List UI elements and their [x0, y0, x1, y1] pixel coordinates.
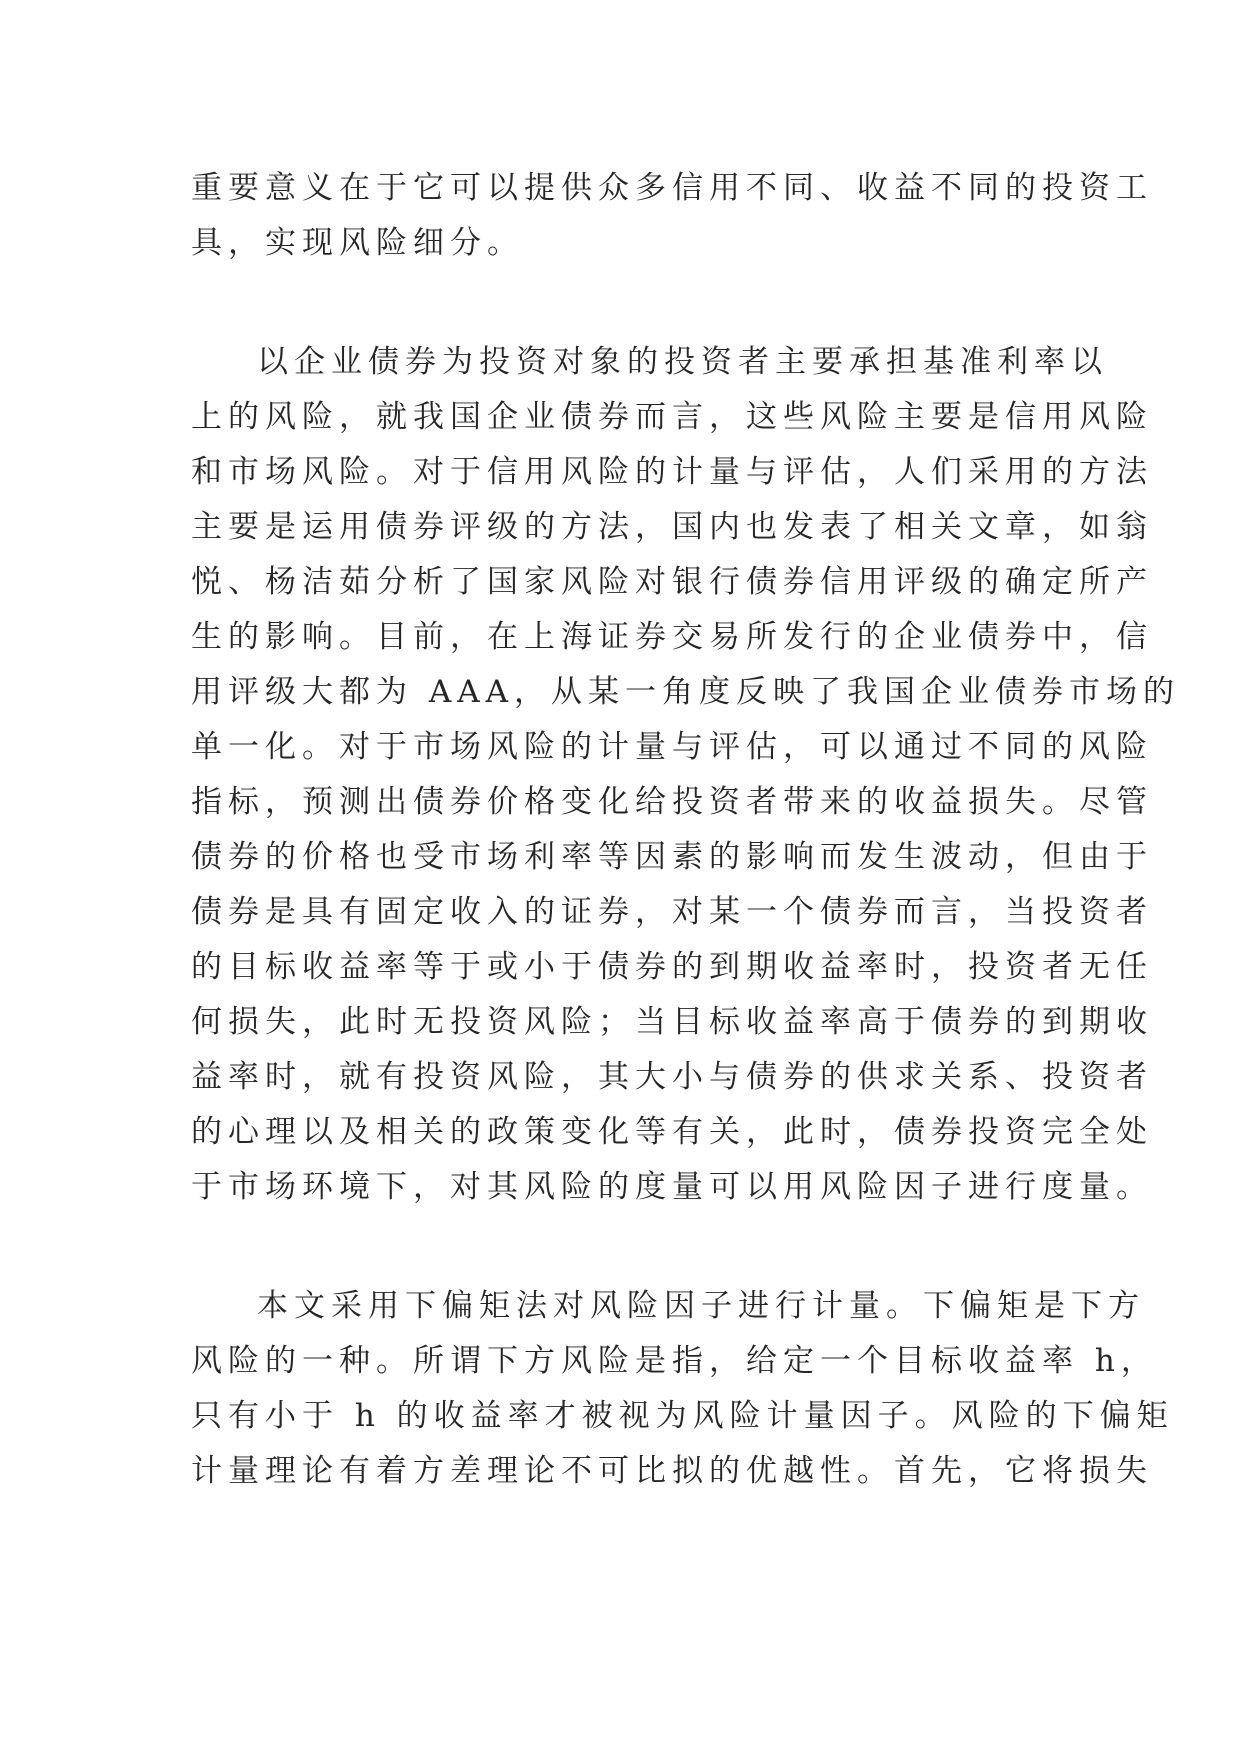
text-line: 何损失，此时无投资风险；当目标收益率高于债券的到期收 — [191, 1004, 1153, 1040]
text-line: 主要是运用债券评级的方法，国内也发表了相关文章，如翁 — [191, 509, 1153, 545]
text-line: 单一化。对于市场风险的计量与评估，可以通过不同的风险 — [191, 729, 1153, 765]
text-line: 悦、杨洁茹分析了国家风险对银行债券信用评级的确定所产 — [191, 564, 1153, 600]
text-line: 计量理论有着方差理论不可比拟的优越性。首先，它将损失 — [191, 1453, 1153, 1489]
text-line: 债券的价格也受市场利率等因素的影响而发生波动，但由于 — [191, 839, 1153, 875]
text-line: 只有小于 h 的收益率才被视为风险计量因子。风险的下偏矩 — [191, 1398, 1174, 1434]
text-line: 用评级大都为 AAA，从某一角度反映了我国企业债券市场的 — [191, 674, 1181, 710]
text-line: 风险的一种。所谓下方风险是指，给定一个目标收益率 h， — [191, 1343, 1158, 1379]
text-line: 债券是具有固定收入的证券，对某一个债券而言，当投资者 — [191, 894, 1153, 930]
text-line: 益率时，就有投资风险，其大小与债券的供求关系、投资者 — [191, 1059, 1153, 1095]
text-line: 本文采用下偏矩法对风险因子进行计量。下偏矩是下方 — [257, 1288, 1145, 1324]
text-line: 具，实现风险细分。 — [191, 225, 524, 261]
text-line: 重要意义在于它可以提供众多信用不同、收益不同的投资工 — [191, 170, 1153, 206]
text-line: 的心理以及相关的政策变化等有关，此时，债券投资完全处 — [191, 1114, 1153, 1150]
text-line: 上的风险，就我国企业债券而言，这些风险主要是信用风险 — [191, 399, 1153, 435]
text-line: 指标，预测出债券价格变化给投资者带来的收益损失。尽管 — [191, 784, 1153, 820]
text-line: 的目标收益率等于或小于债券的到期收益率时，投资者无任 — [191, 949, 1153, 985]
text-line: 生的影响。目前，在上海证券交易所发行的企业债券中，信 — [191, 619, 1153, 655]
text-line: 以企业债券为投资对象的投资者主要承担基准利率以 — [257, 344, 1108, 380]
text-line: 和市场风险。对于信用风险的计量与评估，人们采用的方法 — [191, 454, 1153, 490]
text-line: 于市场环境下，对其风险的度量可以用风险因子进行度量。 — [191, 1169, 1153, 1205]
